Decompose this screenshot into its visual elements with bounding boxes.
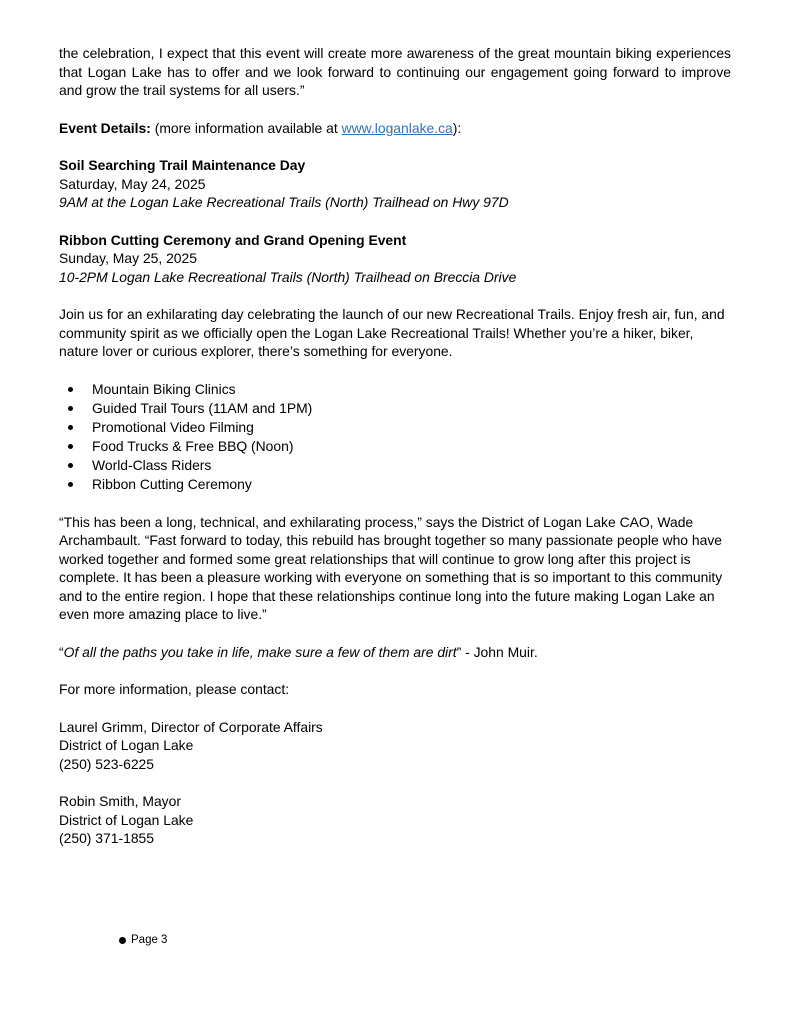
- contact-organization: District of Logan Lake: [59, 811, 194, 828]
- event-block: [59, 231, 731, 287]
- bullet-icon: [68, 387, 73, 392]
- intro-paragraph: the celebration, I expect that this event will create more awareness of the great mountain biking experiences that Logan Lake has to offer and we look forward to continuing our engagement going forward to improve and grow the trail systems for all users.”: [59, 45, 731, 98]
- bullet-icon: [119, 937, 126, 944]
- list-item-text: World-Class Riders: [92, 456, 212, 473]
- muir-quote: [59, 643, 731, 662]
- bullet-icon: [68, 463, 73, 468]
- page-number: Page 3: [131, 934, 168, 946]
- bullet-icon: [68, 482, 73, 487]
- activities-list: [59, 380, 731, 494]
- bullet-icon: [68, 425, 73, 430]
- muir-open-quote: “: [59, 643, 64, 660]
- contact-block: [59, 792, 731, 848]
- contact-phone: (250) 371-1855: [59, 830, 154, 846]
- event-title: Ribbon Cutting Ceremony and Grand Opening Event: [59, 231, 407, 248]
- bullet-icon: [68, 444, 73, 449]
- bullet-icon: [68, 406, 73, 411]
- list-item: [59, 399, 731, 418]
- contact-phone: (250) 523-6225: [59, 755, 154, 772]
- event-details-line: [59, 119, 731, 138]
- invite-paragraph: Join us for an exhilarating day celebrating the launch of our new Recreational Trails. Enjoy fresh air, fun, and community spirit as we officially open the Logan Lake Recreational Trails! Whether you’re a hiker, biker, nature lover or curious explorer, there’s something for everyone.: [59, 306, 725, 359]
- list-item-text: Guided Trail Tours (11AM and 1PM): [92, 399, 313, 416]
- list-item: [59, 418, 731, 437]
- contact-intro: For more information, please contact:: [59, 681, 290, 697]
- list-item: [59, 456, 731, 475]
- website-link[interactable]: www.loganlake.ca: [341, 119, 453, 136]
- contact-name-title: Robin Smith, Mayor: [59, 793, 181, 809]
- contact-organization: District of Logan Lake: [59, 737, 194, 753]
- list-item: [59, 380, 731, 399]
- list-item-text: Mountain Biking Clinics: [92, 380, 236, 397]
- list-item: [59, 437, 731, 456]
- contact-block: [59, 718, 731, 774]
- list-item-text: Food Trucks & Free BBQ (Noon): [92, 437, 294, 454]
- page-footer: [119, 933, 167, 947]
- event-date: Saturday, May 24, 2025: [59, 175, 206, 192]
- event-title: Soil Searching Trail Maintenance Day: [59, 157, 306, 173]
- event-details-prefix: (more information available at: [150, 119, 342, 136]
- list-item: [59, 475, 731, 494]
- cao-quote-paragraph: “This has been a long, technical, and exhilarating process,” says the District of Logan Lake CAO, Wade Archambault. “Fast forward to today, this rebuild has brought together so many passionate people who have worked together and formed some great relationships that will continue to grow long after this project is complete. It has been a pleasure working with everyone on something that is so important to this community and to the entire region. I hope that these relationships continue long into the future making Logan Lake an even more amazing place to live.”: [59, 513, 723, 622]
- event-time-location: 9AM at the Logan Lake Recreational Trails (North) Trailhead on Hwy 97D: [59, 194, 509, 210]
- event-block: [59, 156, 731, 212]
- muir-quote-text: Of all the paths you take in life, make sure a few of them are dirt: [63, 643, 457, 660]
- document-body: [59, 44, 731, 848]
- list-item-text: Promotional Video Filming: [92, 418, 254, 435]
- event-time-location: 10-2PM Logan Lake Recreational Trails (North) Trailhead on Breccia Drive: [59, 268, 517, 285]
- list-item-text: Ribbon Cutting Ceremony: [92, 475, 252, 492]
- event-date: Sunday, May 25, 2025: [59, 250, 197, 266]
- event-details-suffix: ):: [452, 119, 462, 136]
- event-details-label: Event Details:: [59, 119, 151, 136]
- muir-attribution: ” - John Muir.: [456, 643, 538, 660]
- contact-name-title: Laurel Grimm, Director of Corporate Affairs: [59, 718, 323, 735]
